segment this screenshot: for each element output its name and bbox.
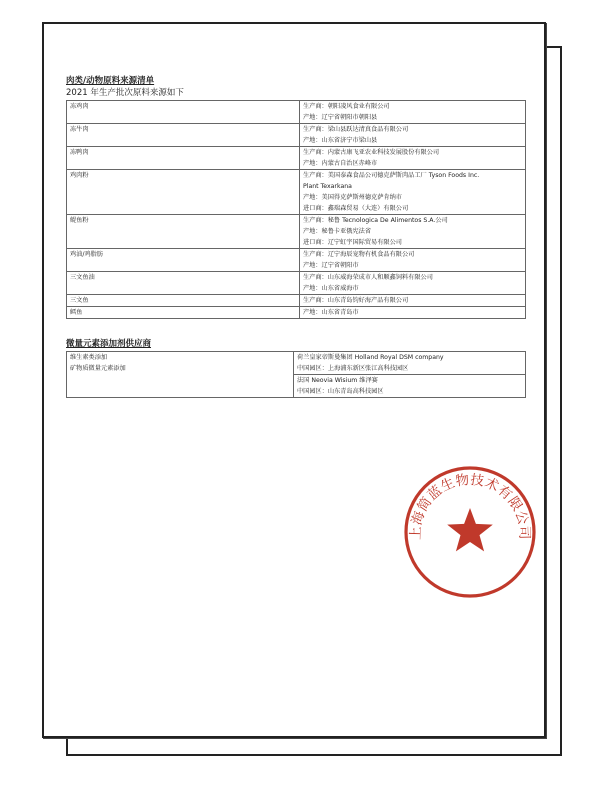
table-row [67, 307, 526, 319]
material-name-cell: 冻鸡肉 [67, 101, 300, 124]
source-info-cell [300, 124, 526, 147]
source-line: Plant Texarkana [303, 183, 352, 190]
material-name-cell: 三文鱼油 [67, 272, 300, 295]
source-info-cell [300, 147, 526, 170]
supplier-line: 中国园区：山东青岛高科技园区 [297, 388, 384, 395]
source-line: 生产商：辽宁海辰宠物有机食品有限公司 [303, 251, 415, 258]
table-row [67, 147, 526, 170]
table-row [67, 295, 526, 307]
supplier-line: 法国 Neovia Wisium 维泽赛 [297, 377, 378, 384]
source-line: 生产商：朝阳凌风食业有限公司 [303, 103, 390, 110]
meat-sources-table [66, 100, 526, 319]
source-info-cell [300, 215, 526, 249]
source-line: 生产商：内蒙古康飞亚农业科技发展股份有限公司 [303, 149, 440, 156]
material-name-cell: 冻牛肉 [67, 124, 300, 147]
source-line: 产地：山东省威海市 [303, 285, 359, 292]
source-line: 产地：辽宁省朝阳市朝阳县 [303, 114, 378, 121]
material-name-cell: 三文鱼 [67, 295, 300, 307]
source-line: 生产商：秘鲁 Tecnologica De Alimentos S.A.公司 [303, 217, 448, 224]
supplier-line: 荷兰皇家帝斯曼集团 Holland Royal DSM company [297, 354, 444, 361]
additive-type: 维生素类添加 [70, 354, 108, 361]
source-line: 进口商：鑫瑞森贸易（大连）有限公司 [303, 205, 409, 212]
source-line: 产地：美国得克萨斯州德克萨肯纳市 [303, 194, 402, 201]
source-info-cell [300, 249, 526, 272]
source-line: 生产商：美国泰森食品公司德克萨斯肉品工厂 Tyson Foods Inc. [303, 172, 480, 179]
source-info-cell [300, 170, 526, 215]
table-row [67, 170, 526, 215]
section-title-trace-suppliers: 微量元素添加剂供应商 [66, 339, 152, 349]
material-name-cell: 鸡肉粉 [67, 170, 300, 215]
source-line: 生产商：山东青岛钧好海产品有限公司 [303, 297, 409, 304]
source-info-cell [300, 307, 526, 319]
supplier-cell [294, 375, 526, 398]
material-name-cell: 鳕鱼 [67, 307, 300, 319]
seal-text: 上海简蓝生物技术有限公司 [407, 471, 533, 541]
supplier-cell [294, 352, 526, 375]
source-line: 产地：辽宁省朝阳市 [303, 262, 359, 269]
source-line: 生产商：梁山县跃达清真食品有限公司 [303, 126, 409, 133]
trace-suppliers-table [66, 351, 526, 398]
company-seal-stamp [400, 462, 540, 602]
seal-star-icon [447, 508, 493, 551]
source-line: 产地：山东省济宁市梁山县 [303, 137, 378, 144]
table-row [67, 352, 526, 375]
material-name-cell: 鳀鱼粉 [67, 215, 300, 249]
additive-types-cell [67, 352, 294, 398]
supplier-line: 中国园区：上海浦东新区张江高科技园区 [297, 365, 409, 372]
source-info-cell [300, 295, 526, 307]
document-content [66, 76, 526, 398]
table-row [67, 215, 526, 249]
table-row [67, 272, 526, 295]
source-line: 生产商：山东威海荣成市人和顺鑫饲料有限公司 [303, 274, 433, 281]
source-line: 进口商：辽宁虹宇国际贸易有限公司 [303, 239, 402, 246]
section-subtitle: 2021 年生产批次原料来源如下 [66, 88, 184, 98]
section-title-meat-sources: 肉类/动物原料来源清单 [66, 76, 155, 86]
material-name-cell: 鸡油/鸡脂肪 [67, 249, 300, 272]
source-line: 产地：山东省青岛市 [303, 309, 359, 316]
source-info-cell [300, 101, 526, 124]
source-line: 产地：内蒙古自治区赤峰市 [303, 160, 378, 167]
material-name-cell: 冻鸭肉 [67, 147, 300, 170]
table-row [67, 101, 526, 124]
additive-type: 矿物质微量元素添加 [70, 365, 126, 372]
table-row [67, 249, 526, 272]
source-info-cell [300, 272, 526, 295]
document-page [42, 22, 546, 738]
source-line: 产地：秘鲁卡亚俄宪法省 [303, 228, 372, 235]
table-row [67, 124, 526, 147]
